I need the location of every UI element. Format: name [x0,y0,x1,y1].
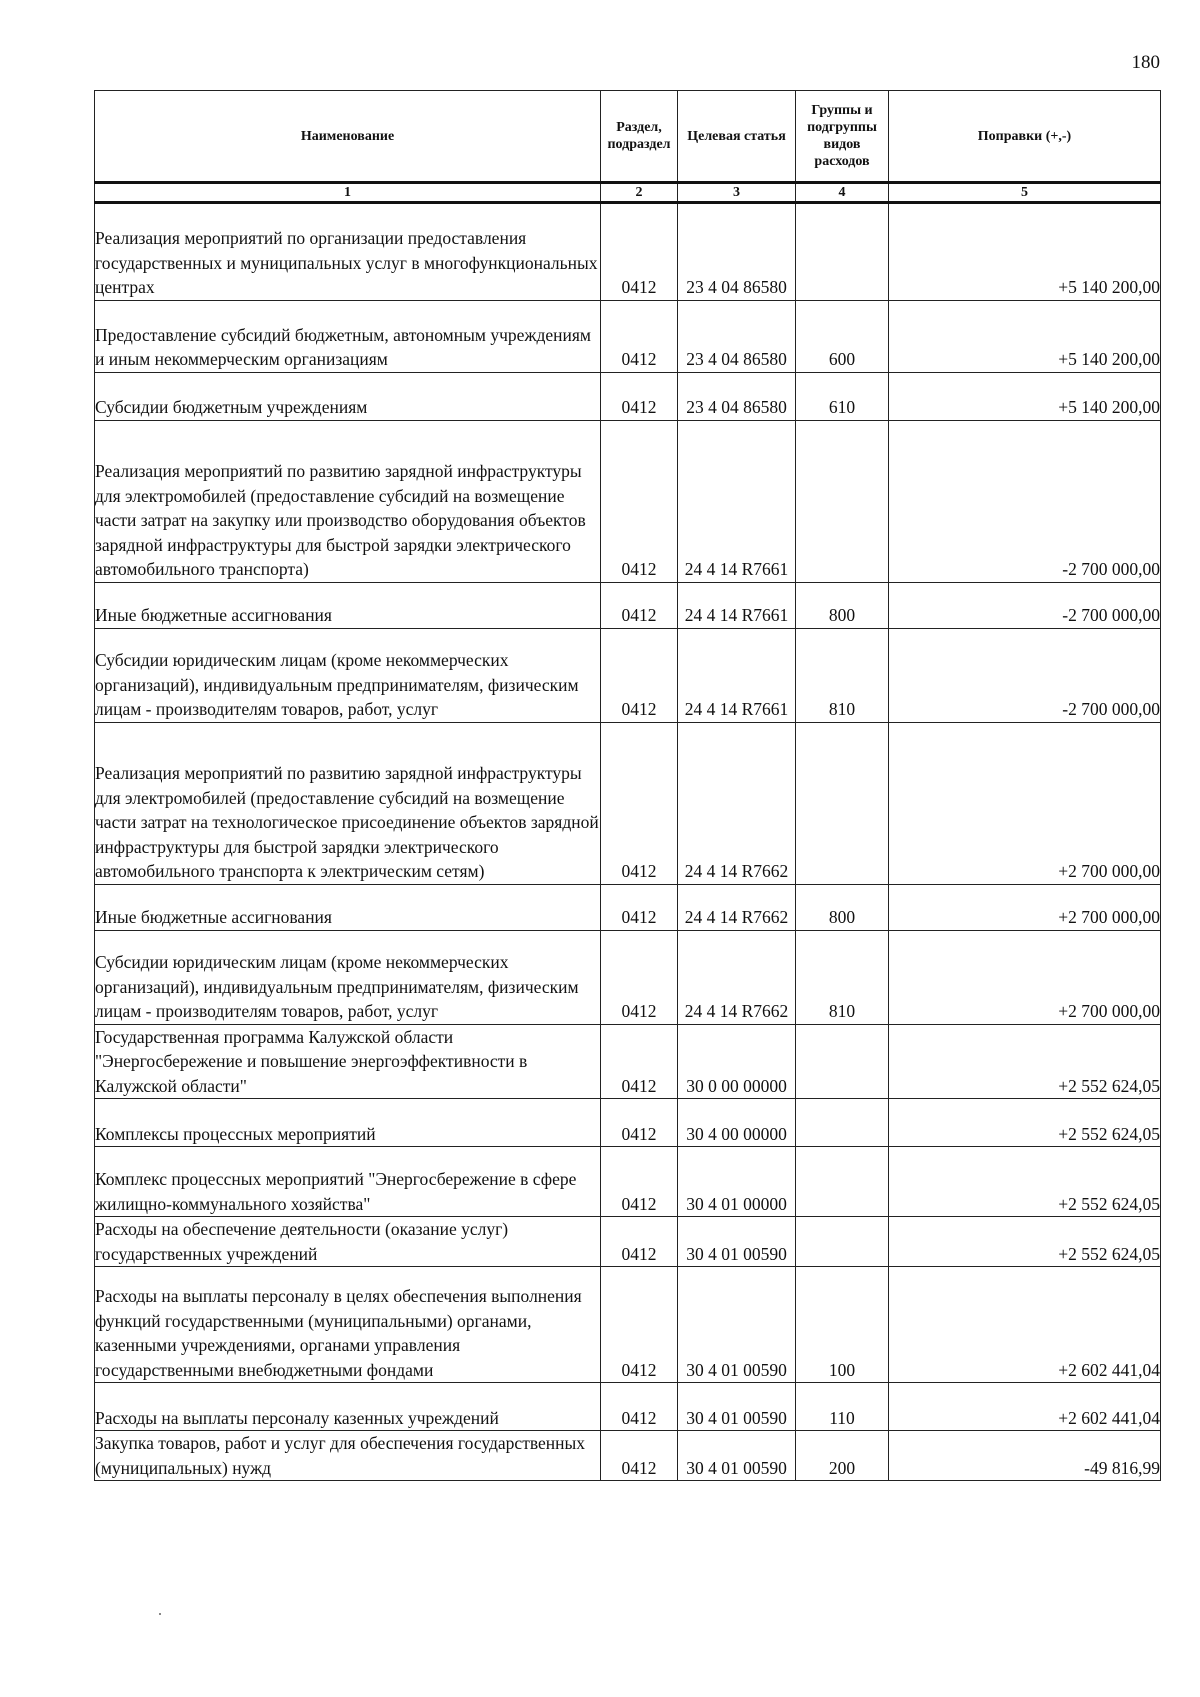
header-row [95,91,1161,183]
row-amount: -2 700 000,00 [889,420,1161,582]
spacer-row [95,203,1161,227]
row-group: 110 [796,1383,889,1431]
row-amount: +2 552 624,05 [889,1099,1161,1147]
row-name: Предоставление субсидий бюджетным, автономным учреждениям и иным некоммерческим организациям [95,300,601,372]
row-amount: +2 602 441,04 [889,1383,1161,1431]
row-target: 30 4 01 00590 [678,1431,796,1481]
row-group: 610 [796,372,889,420]
row-name: Государственная программа Калужской области "Энергосбережение и повышение энергоэффективности в Калужской области" [95,1024,601,1099]
row-section: 0412 [601,1383,678,1431]
row-target: 30 4 01 00590 [678,1383,796,1431]
row-name: Субсидии юридическим лицам (кроме некоммерческих организаций), индивидуальным предпринимателям, физическим лицам - производителям товаров, работ, услуг [95,628,601,722]
row-group [796,1099,889,1147]
header-amount: Поправки (+,-) [889,91,1161,183]
column-number: 2 [601,183,678,203]
table-row [95,1024,1161,1099]
row-amount: -2 700 000,00 [889,582,1161,628]
row-name: Реализация мероприятий по организации предоставления государственных и муниципальных услуг в многофункциональных центрах [95,226,601,300]
row-name: Субсидии юридическим лицам (кроме некоммерческих организаций), индивидуальным предпринимателям, физическим лицам - производителям товаров, работ, услуг [95,930,601,1024]
row-name: Реализация мероприятий по развитию зарядной инфраструктуры для электромобилей (предоставление субсидий на возмещение части затрат на технологическое присоединение объектов зарядной инфраструктуры для быстрой зарядки электрического автомобильного транспорта к электрическим сетям) [95,722,601,884]
column-number-row [95,183,1161,203]
row-group: 800 [796,884,889,930]
row-group: 800 [796,582,889,628]
row-amount: +2 552 624,05 [889,1147,1161,1217]
row-section: 0412 [601,420,678,582]
table-row [95,1147,1161,1217]
column-number: 1 [95,183,601,203]
table-row [95,1099,1161,1147]
header-group: Группы и подгруппы видов расходов [796,91,889,183]
column-number: 4 [796,183,889,203]
row-section: 0412 [601,226,678,300]
row-group: 200 [796,1431,889,1481]
header-target: Целевая статья [678,91,796,183]
table-row [95,722,1161,884]
column-number: 3 [678,183,796,203]
row-group [796,226,889,300]
budget-table [94,90,1161,1481]
header-name: Наименование [95,91,601,183]
row-amount: +2 602 441,04 [889,1267,1161,1383]
table-row [95,884,1161,930]
row-name: Комплекс процессных мероприятий "Энергосбережение в сфере жилищно-коммунального хозяйства" [95,1147,601,1217]
table-row [95,420,1161,582]
table-row [95,226,1161,300]
page-number: 180 [1131,52,1160,73]
table-row [95,1431,1161,1481]
row-target: 30 4 01 00590 [678,1217,796,1267]
row-target: 30 4 00 00000 [678,1099,796,1147]
row-section: 0412 [601,884,678,930]
row-name: Реализация мероприятий по развитию зарядной инфраструктуры для электромобилей (предоставление субсидий на возмещение части затрат на закупку или производство оборудования объектов зарядной инфраструктуры для быстрой зарядки электрического автомобильного транспорта) [95,420,601,582]
row-section: 0412 [601,628,678,722]
row-target: 30 4 01 00000 [678,1147,796,1217]
row-section: 0412 [601,1099,678,1147]
row-target: 24 4 14 R7662 [678,722,796,884]
row-group: 100 [796,1267,889,1383]
table-body [95,203,1161,1481]
table-row [95,1217,1161,1267]
row-target: 23 4 04 86580 [678,226,796,300]
row-section: 0412 [601,1431,678,1481]
table-row [95,300,1161,372]
row-target: 30 0 00 00000 [678,1024,796,1099]
row-target: 23 4 04 86580 [678,372,796,420]
row-target: 23 4 04 86580 [678,300,796,372]
row-section: 0412 [601,1147,678,1217]
row-amount: +5 140 200,00 [889,226,1161,300]
table-row [95,930,1161,1024]
row-target: 24 4 14 R7661 [678,628,796,722]
row-name: Иные бюджетные ассигнования [95,582,601,628]
row-target: 30 4 01 00590 [678,1267,796,1383]
table-row [95,1267,1161,1383]
row-amount: +2 552 624,05 [889,1024,1161,1099]
row-group [796,420,889,582]
row-name: Расходы на выплаты персоналу казенных учреждений [95,1383,601,1431]
row-group: 600 [796,300,889,372]
row-section: 0412 [601,582,678,628]
header-section: Раздел, подраздел [601,91,678,183]
row-amount: +2 700 000,00 [889,884,1161,930]
row-group [796,1217,889,1267]
table-row [95,628,1161,722]
row-amount: -2 700 000,00 [889,628,1161,722]
row-section: 0412 [601,372,678,420]
row-section: 0412 [601,1217,678,1267]
row-name: Субсидии бюджетным учреждениям [95,372,601,420]
row-amount: +2 700 000,00 [889,930,1161,1024]
row-section: 0412 [601,1267,678,1383]
row-name: Комплексы процессных мероприятий [95,1099,601,1147]
row-amount: +5 140 200,00 [889,372,1161,420]
row-section: 0412 [601,930,678,1024]
table-row [95,582,1161,628]
column-number: 5 [889,183,1161,203]
row-amount: +2 700 000,00 [889,722,1161,884]
row-target: 24 4 14 R7661 [678,582,796,628]
row-name: Закупка товаров, работ и услуг для обеспечения государственных (муниципальных) нужд [95,1431,601,1481]
row-name: Иные бюджетные ассигнования [95,884,601,930]
scan-speck [159,1613,161,1615]
row-name: Расходы на выплаты персоналу в целях обеспечения выполнения функций государственными (муниципальными) органами, казенными учреждениями, органами управления государственными внебюджетными фондами [95,1267,601,1383]
row-group [796,722,889,884]
row-section: 0412 [601,722,678,884]
row-group [796,1024,889,1099]
row-section: 0412 [601,1024,678,1099]
row-amount: +2 552 624,05 [889,1217,1161,1267]
table-row [95,1383,1161,1431]
row-group [796,1147,889,1217]
row-amount: -49 816,99 [889,1431,1161,1481]
row-target: 24 4 14 R7661 [678,420,796,582]
row-group: 810 [796,628,889,722]
row-amount: +5 140 200,00 [889,300,1161,372]
row-target: 24 4 14 R7662 [678,930,796,1024]
row-group: 810 [796,930,889,1024]
table-row [95,372,1161,420]
row-target: 24 4 14 R7662 [678,884,796,930]
row-section: 0412 [601,300,678,372]
row-name: Расходы на обеспечение деятельности (оказание услуг) государственных учреждений [95,1217,601,1267]
